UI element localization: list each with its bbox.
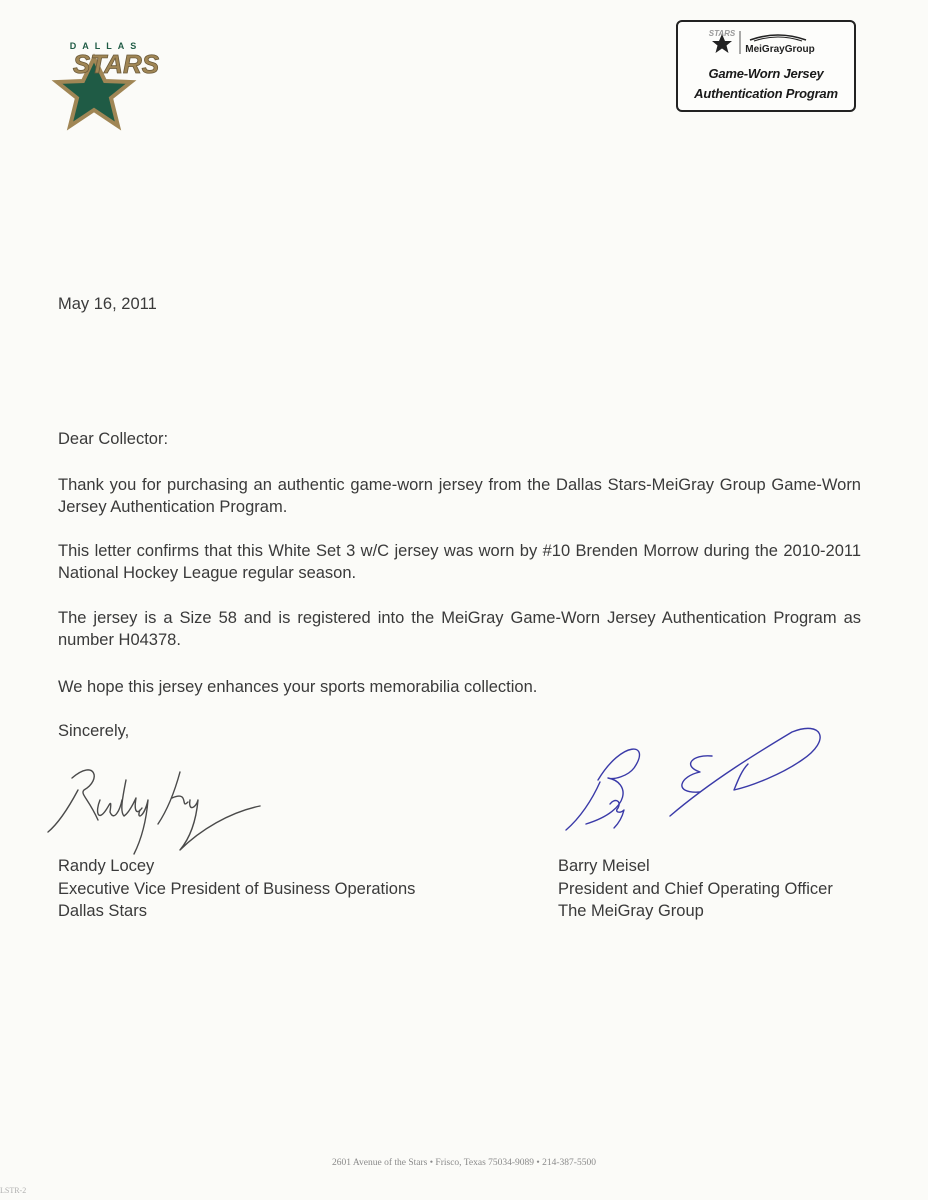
dallas-stars-logo [44, 36, 194, 136]
form-code: LSTR-2 [0, 1186, 27, 1195]
badge-stars-text: STARS [708, 29, 736, 38]
signer-right-org: The MeiGray Group [558, 902, 704, 920]
logo-stars-text: STARS [72, 49, 160, 79]
signer-right-block [558, 855, 833, 923]
signer-left-org: Dallas Stars [58, 902, 147, 920]
paragraph-confirmation: This letter confirms that this White Set 3 w/C jersey was worn by #10 Brenden Morrow during the 2010-2011 National Hockey League regular season. [58, 542, 861, 582]
signer-right-name: Barry Meisel [558, 857, 650, 875]
salutation: Dear Collector: [58, 430, 169, 448]
signer-left-title: Executive Vice President of Business Operations [58, 879, 416, 898]
badge-meigray-text: MeiGrayGroup [745, 44, 815, 55]
footer-address: 2601 Avenue of the Stars • Frisco, Texas 75034-9089 • 214-387-5500 [332, 1158, 596, 1168]
badge-title-line2: Authentication Program [694, 86, 838, 101]
signature-randy-locey [40, 750, 270, 860]
signer-right-title: President and Chief Operating Officer [558, 879, 833, 898]
paragraph-thanks: Thank you for purchasing an authentic game-worn jersey from the Dallas Stars-MeiGray Group Game-Worn Jersey Authentication Program. [58, 476, 861, 516]
paragraph-closing-wish: We hope this jersey enhances your sports memorabilia collection. [58, 678, 538, 696]
signature-barry-meisel [552, 720, 842, 840]
paragraph-registration: The jersey is a Size 58 and is registered into the MeiGray Game-Worn Jersey Authentication Program as number H04378. [58, 609, 861, 649]
signer-left-name: Randy Locey [58, 857, 155, 875]
authentication-badge [676, 20, 856, 112]
signer-left-block [58, 855, 415, 923]
closing: Sincerely, [58, 722, 130, 740]
badge-logos [706, 28, 836, 56]
logo-dallas-text: DALLAS [69, 41, 143, 51]
badge-title-line1: Game-Worn Jersey [708, 66, 824, 81]
letter-date: May 16, 2011 [58, 295, 157, 313]
